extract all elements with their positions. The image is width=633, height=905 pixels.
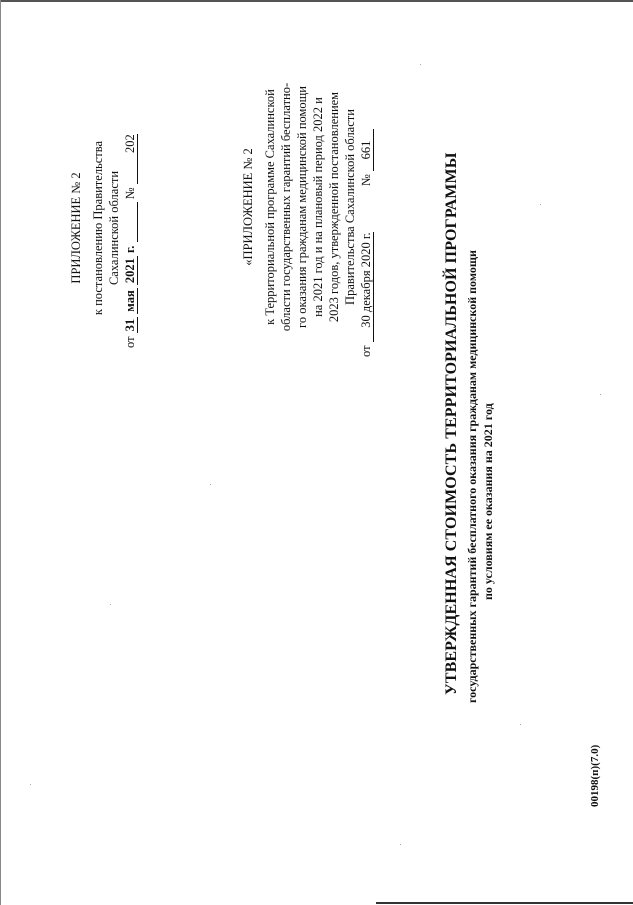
prev-appendix-number-prefix: №	[359, 174, 373, 187]
appendix-line2: Сахалинской области	[107, 170, 121, 286]
appendix-date-year: 2021	[123, 258, 137, 284]
scan-speck	[110, 604, 111, 605]
prev-appendix-title: «ПРИЛОЖЕНИЕ № 2	[241, 148, 255, 266]
prev-appendix-date-value: 30 декабря 2020 г.	[359, 232, 374, 342]
scan-speck	[540, 204, 541, 205]
prev-appendix-date-prefix: от	[359, 345, 373, 357]
appendix-number-prefix: №	[123, 187, 137, 200]
prev-appendix-line-3: го оказания гражданам медицинской помощи	[295, 86, 309, 328]
appendix-date-day: 31	[123, 318, 137, 332]
heading-title: УТВЕРЖДЕННАЯ СТОИМОСТЬ ТЕРРИТОРИАЛЬНОЙ ПРОГРАММЫ	[443, 152, 460, 695]
appendix-date-suffix: г.	[123, 245, 137, 253]
prev-appendix-line-6: Правительства Сахалинской области	[343, 109, 357, 305]
appendix-date-prefix: от	[123, 336, 137, 348]
scan-speck	[400, 844, 401, 845]
prev-appendix-line-1: к Территориальной программе Сахалинской	[263, 89, 277, 325]
appendix-line1: к постановлению Правительства	[91, 140, 105, 316]
heading-block	[442, 152, 496, 703]
appendix-number-value: 202	[123, 134, 138, 184]
scan-speck	[520, 724, 521, 725]
appendix-block	[68, 108, 138, 348]
scan-speck	[600, 394, 601, 395]
scan-speck	[420, 64, 421, 65]
doc-code: 00198(п)(7.0)	[589, 744, 601, 807]
prev-appendix-line-2: области государственных гарантий бесплатно-	[279, 82, 293, 332]
appendix-date-line	[122, 108, 138, 348]
prev-appendix-block	[240, 57, 374, 357]
prev-appendix-line-4: на 2021 год и на плановый период 2022 и	[311, 97, 325, 317]
prev-appendix-line-5: 2023 годов, утвержденной постановлением	[327, 91, 341, 323]
appendix-date-blank	[123, 202, 138, 242]
appendix-title: ПРИЛОЖЕНИЕ № 2	[69, 172, 83, 284]
appendix-date-month: мая	[123, 290, 137, 312]
scan-speck	[30, 784, 31, 785]
heading-subtitle-line2: по условиям ее оказания на 2021 год	[481, 403, 495, 600]
prev-appendix-date-line	[358, 57, 374, 357]
heading-subtitle-line1: государственных гарантий бесплатного оказания гражданам медицинской помощи	[465, 250, 479, 703]
scan-speck	[210, 484, 211, 485]
prev-appendix-number-value: 661	[359, 129, 374, 171]
